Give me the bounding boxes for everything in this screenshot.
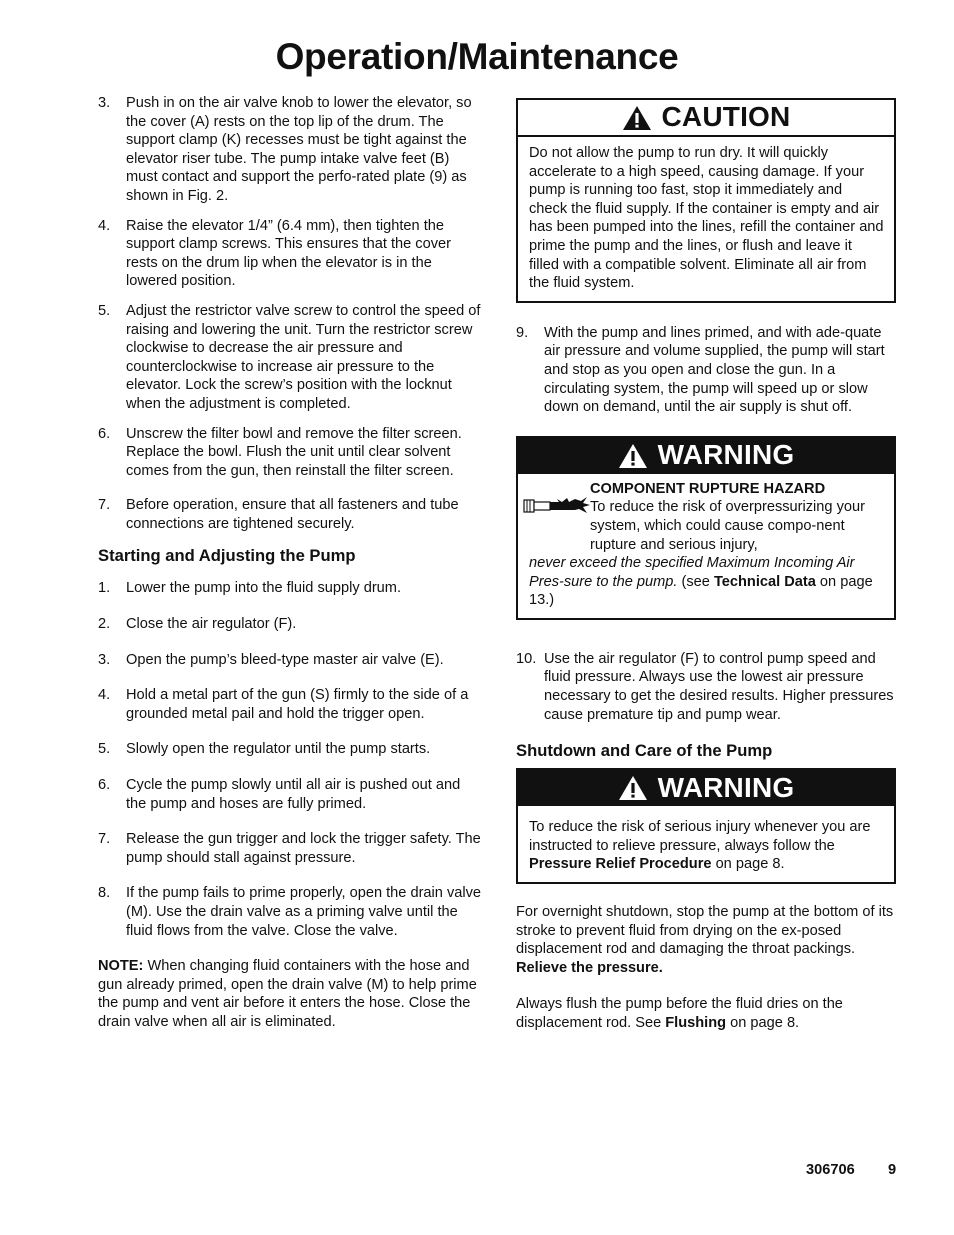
list-item: 5. Adjust the restrictor valve screw to control the speed of raising and lowering the unit. Turn the restrictor screw clockwise to decrease the air pressure and counterclockwise to increase air pressure to the elevator. Lock the screw’s position with the locknut when the adjustment is completed. [98,302,481,412]
page-title: Operation/Maintenance [275,36,679,77]
flush-paragraph: Always flush the pump before the fluid dries on the displacement rod. See Flushing on page 8. [516,996,843,1031]
list-item: 3. Push in on the air valve knob to lower the elevator, so the cover (A) rests on the top lip of the drum. The support clamp (K) recesses must be tight against the elevator riser tube. The pump intake valve feet (B) must contact and support the perfo-rated plate (9) as shown in Fig. 2. [98,95,472,204]
warning-box-pressure [516,768,896,884]
list-item: 4. Raise the elevator 1/4” (6.4 mm), then tighten the support clamp screws. This ensures that the cover rests on the drum lip when the elevator is in the lowered position. [98,217,451,290]
warning-triangle-icon [622,105,652,131]
document-number: 306706 [806,1162,855,1178]
list-item: 5. Slowly open the regulator until the pump starts. [98,741,431,758]
caution-text: Do not allow the pump to run dry. It will quickly accelerate to a high speed, causing damage. If your pump is running too fast, stop it immediately and check the fluid supply. If the container is empty and air has been pumped into the lines, refill the container and prime the pump and the lines, or flush and leave it filled with a compatible solvent. Eliminate all air from the fluid system. [529,145,884,292]
list-item: 6. Cycle the pump slowly until all air is pushed out and the pump and hoses are fully primed. [98,777,461,812]
warning-box-rupture [516,436,896,620]
hazard-title: COMPONENT RUPTURE HAZARD [590,480,826,497]
list-item: 8. If the pump fails to prime properly, open the drain valve (M). Use the drain valve as a priming valve until the fluid flows from the valve. Close the valve. [98,885,482,939]
right-column [516,98,896,1033]
list-item: 6. Unscrew the filter bowl and remove the filter screen. Replace the bowl. Flush the unit until clear solvent comes from the gun, then reinstall the filter screen. [98,425,462,479]
warning-body [518,474,894,618]
section-heading: Starting and Adjusting the Pump [98,546,356,566]
warning-body: To reduce the risk of serious injury whenever you are instructed to relieve pressure, always follow the Pressure Relief Procedure on page 8. [529,819,871,873]
list-item: 3. Open the pump’s bleed-type master air valve (E). [98,651,444,668]
shutdown-paragraph: For overnight shutdown, stop the pump at the bottom of its stroke to prevent fluid from drying on the ex-posed displacement rod and damaging the throat packings. Relieve the pressure. [516,904,894,976]
warning-triangle-icon [618,775,648,801]
list-item: 9. With the pump and lines primed, and with ade-quate air pressure and volume supplied, the pump will start and stop as you open and close the gun. In a circulating system, the pump will speed up or slow down on demand, until the air supply is shut off. [516,324,885,416]
warning-triangle-icon [618,443,648,469]
page-number: 9 [888,1162,897,1178]
list-item: 10. Use the air regulator (F) to control pump speed and fluid pressure. Always use the lowest air pressure necessary to get the desired results. Higher pressures cause premature tip and pump wear. [516,650,894,723]
section-heading: Shutdown and Care of the Pump [516,741,773,761]
left-column [98,94,482,1032]
note-label: NOTE: [98,958,144,975]
note-paragraph: NOTE: When changing fluid containers with the hose and gun already primed, open the drain valve (M) to help prime the pump and vent air before it enters the hose. Close the drain valve when all air is eliminated. [98,958,477,1030]
caution-header: CAUTION [518,100,894,137]
list-item: 2. Close the air regulator (F). [98,616,297,633]
rupture-hazard-icon [523,496,591,516]
warning-header: WARNING [518,770,894,806]
hazard-text-b: never exceed the specified Maximum Incoming Air Pres-sure to the pump. (see Technical Data on page 13.) [529,555,873,609]
list-item: 7. Release the gun trigger and lock the trigger safety. The pump should stall against pressure. [98,831,481,866]
list-item: 7. Before operation, ensure that all fasteners and tube connections are tightened securely. [98,497,459,532]
list-item: 4. Hold a metal part of the gun (S) firmly to the side of a grounded metal pail and hold the trigger open. [98,687,469,722]
warning-header: WARNING [518,438,894,474]
caution-box [516,98,896,303]
list-item: 1. Lower the pump into the fluid supply drum. [98,580,402,597]
hazard-text-a: To reduce the risk of overpressurizing your system, which could cause compo-nent rupture and serious injury, [590,499,865,553]
